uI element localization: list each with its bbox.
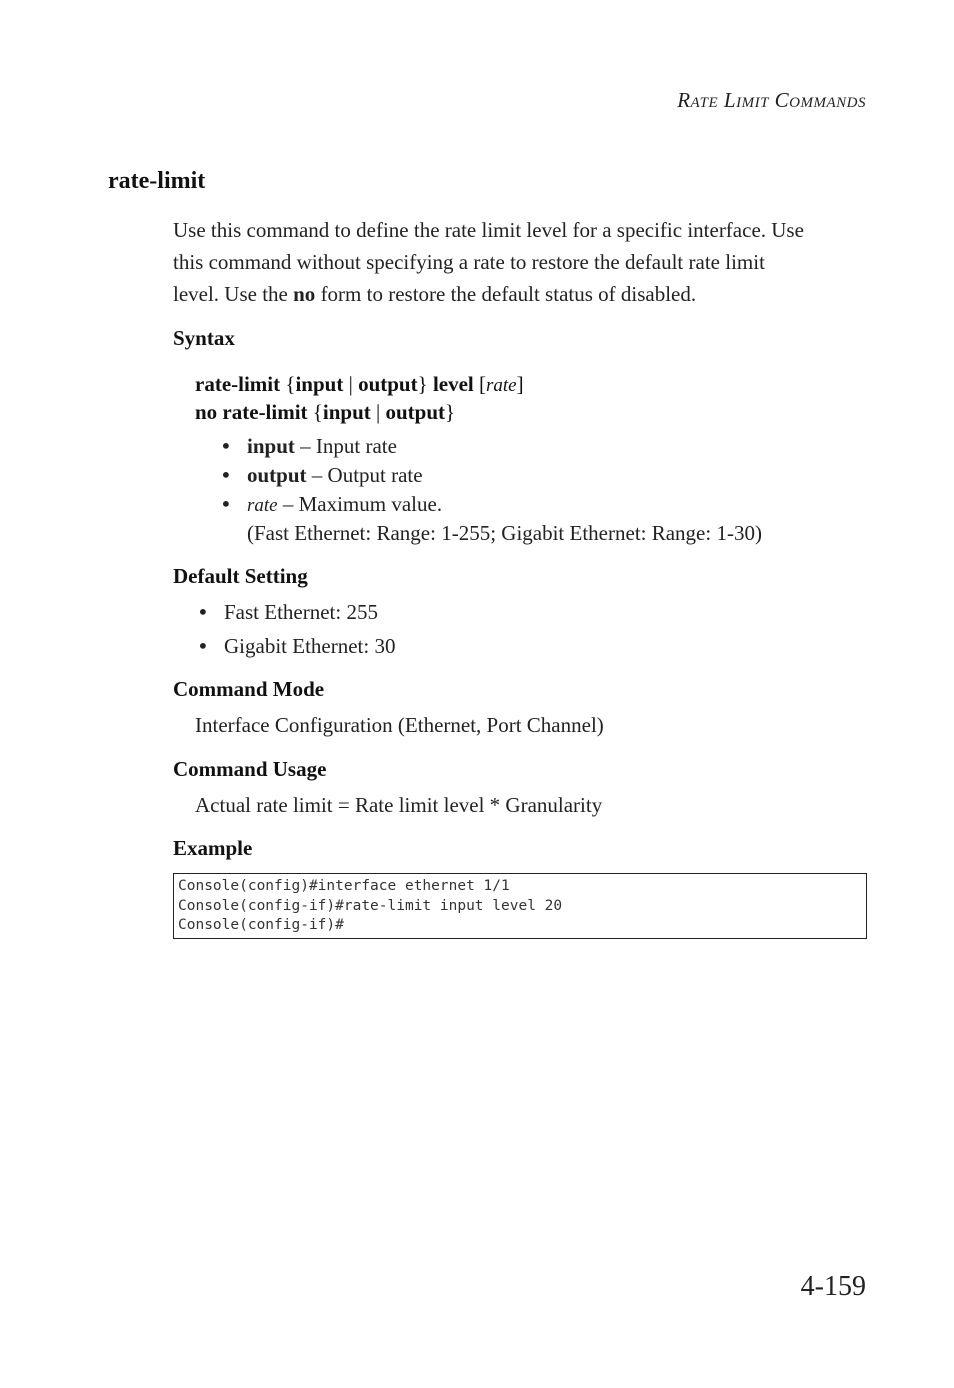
syntax-heading: Syntax: [173, 326, 235, 350]
code-line: Console(config)#interface ethernet 1/1: [178, 878, 510, 894]
code-line: Console(config-if)#: [178, 917, 344, 933]
syntax-line-1: [195, 372, 524, 397]
bullet-dot: •: [197, 600, 209, 624]
bullet-dot: •: [220, 434, 232, 458]
syntax-rate-param: rate: [486, 375, 517, 396]
param-term: rate: [247, 495, 278, 516]
syntax-bracket-open: [: [473, 372, 486, 396]
intro-line-1: Use this command to define the rate limit level for a specific interface. Use: [173, 218, 804, 242]
param-desc: – Output rate: [306, 463, 423, 487]
syntax-brace-open: {: [280, 372, 296, 396]
page-number: 4-159: [800, 1271, 866, 1302]
syntax-2-opt-input: input: [322, 400, 371, 424]
code-line: Console(config-if)#rate-limit input level 20: [178, 897, 563, 914]
running-header: Rate Limit Commands: [677, 88, 866, 112]
command-mode-text: Interface Configuration (Ethernet, Port Channel): [195, 713, 604, 737]
bullet-dot: •: [220, 463, 232, 487]
syntax-no-cmd: no rate-limit: [195, 400, 308, 424]
syntax-level-keyword: level: [432, 372, 474, 396]
syntax-pipe: |: [343, 372, 359, 396]
syntax-2-brace-open: {: [307, 400, 323, 424]
syntax-2-brace-close: }: [445, 400, 456, 424]
syntax-line-2: [195, 400, 455, 425]
syntax-bracket-close: ]: [516, 372, 524, 396]
command-mode-heading: Command Mode: [173, 677, 325, 701]
intro-line-3: [173, 278, 873, 310]
bullet-dot: •: [197, 634, 209, 658]
syntax-opt-output: output: [358, 372, 418, 396]
intro-line-2: this command without specifying a rate to restore the default rate limit: [173, 250, 765, 274]
default-item: Fast Ethernet: 255: [224, 600, 378, 624]
syntax-brace-close: }: [417, 372, 433, 396]
code-example-box: [173, 873, 867, 939]
param-term: output: [247, 463, 307, 487]
default-setting-heading: Default Setting: [173, 564, 308, 588]
syntax-2-pipe: |: [370, 400, 386, 424]
intro-no-keyword: no: [293, 282, 316, 306]
param-item-output: [247, 463, 423, 488]
syntax-2-opt-output: output: [385, 400, 446, 424]
default-item: Gigabit Ethernet: 30: [224, 634, 396, 658]
section-title: rate-limit: [108, 168, 206, 194]
param-desc: – Input rate: [294, 434, 397, 458]
param-term: input: [247, 434, 295, 458]
intro-line-3-post: form to restore the default status of disabled.: [315, 282, 697, 306]
intro-line-3-pre: level. Use the: [173, 282, 294, 306]
syntax-cmd: rate-limit: [195, 372, 281, 396]
example-heading: Example: [173, 836, 253, 860]
intro-paragraph: [173, 214, 873, 310]
command-usage-heading: Command Usage: [173, 757, 327, 781]
param-rate-range: (Fast Ethernet: Range: 1-255; Gigabit Ethernet: Range: 1-30): [247, 521, 762, 545]
param-desc: – Maximum value.: [277, 492, 443, 516]
param-item-rate: [247, 492, 442, 517]
bullet-dot: •: [220, 492, 232, 516]
syntax-opt-input: input: [295, 372, 344, 396]
command-usage-text: Actual rate limit = Rate limit level * Granularity: [195, 793, 603, 817]
param-item-input: [247, 434, 397, 459]
